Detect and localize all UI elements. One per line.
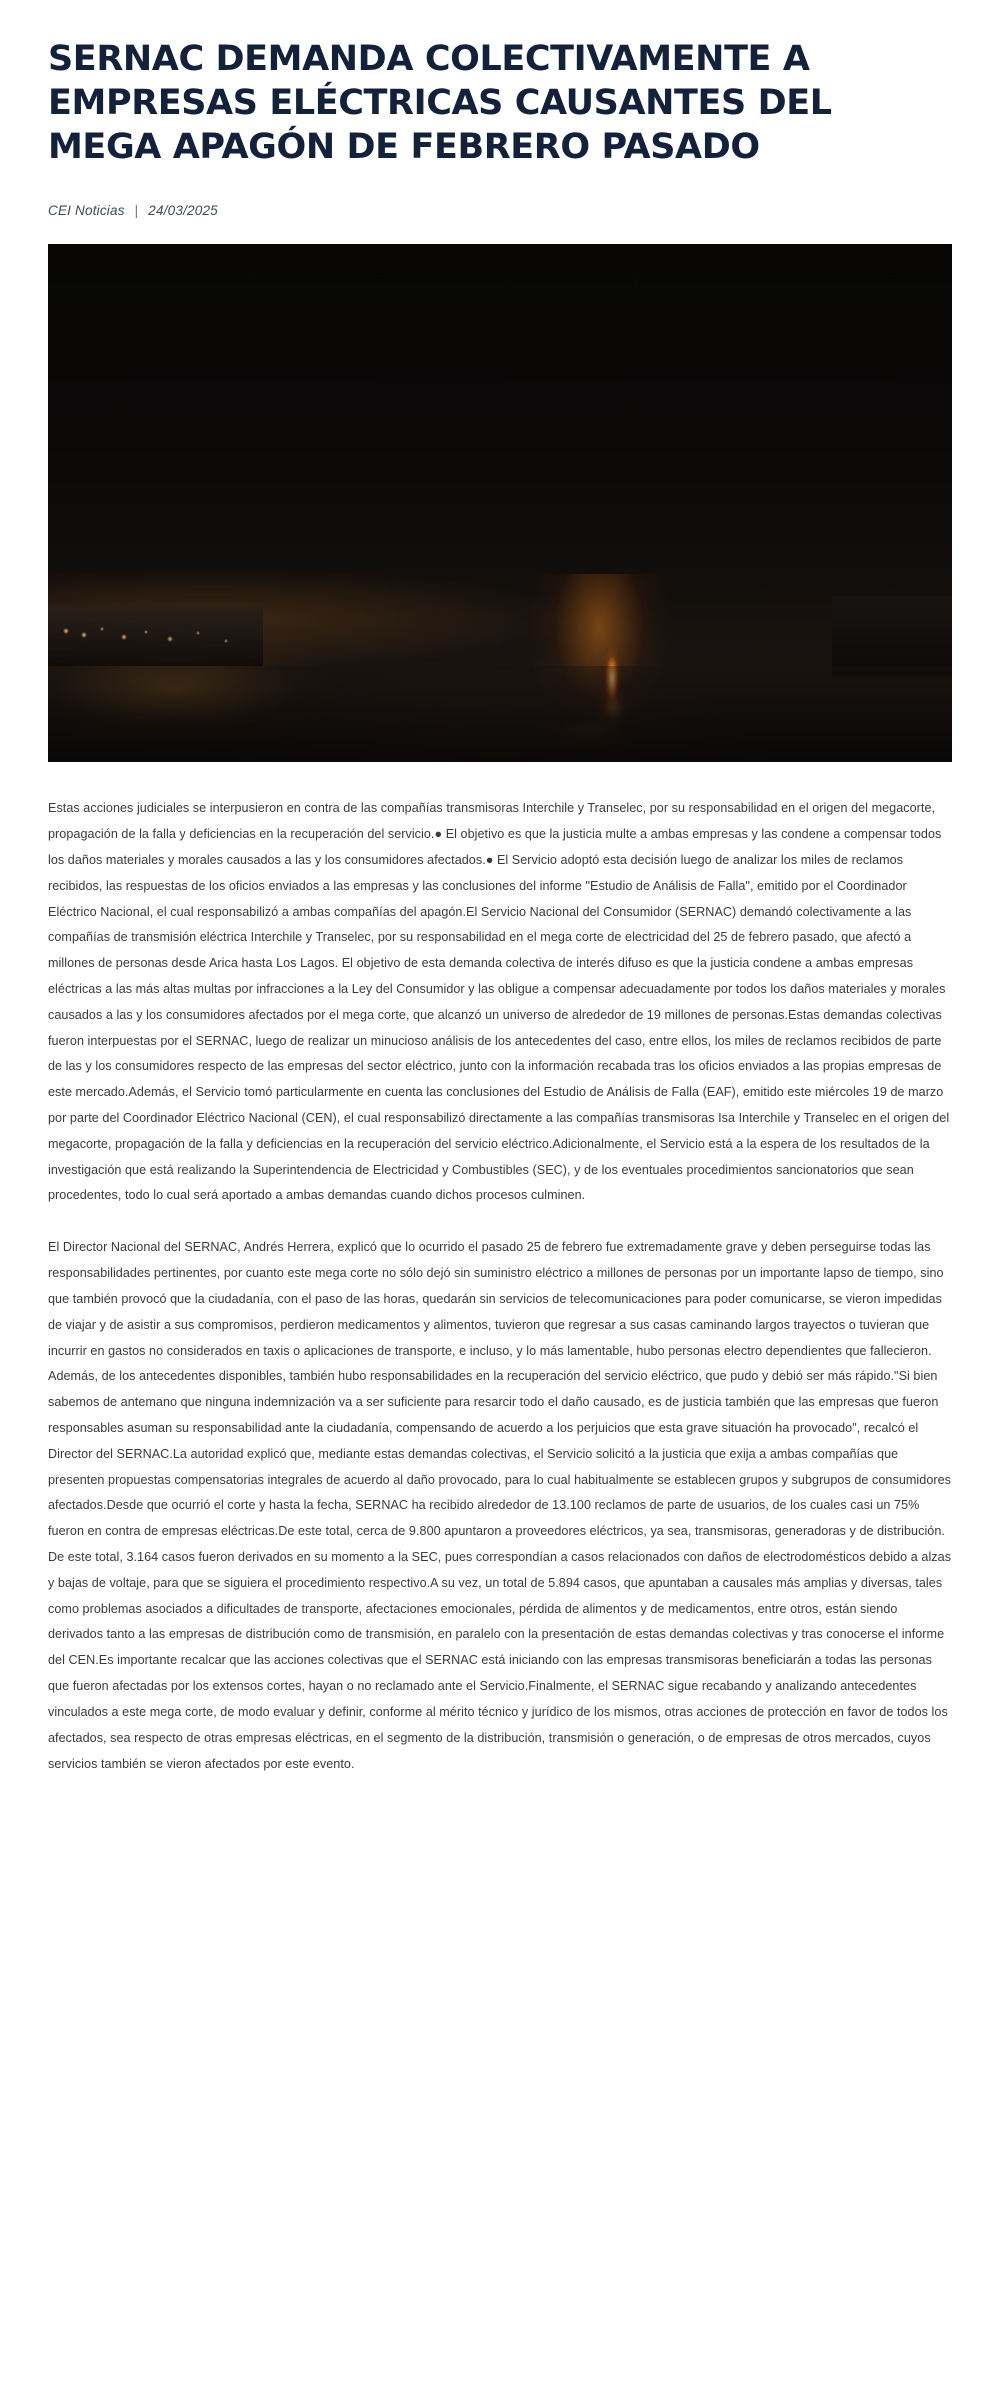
article-paragraph: Estas acciones judiciales se interpusieron en contra de las compañías transmisoras Interchile y Transelec, por su responsabilidad en el origen del megacorte, propagación de la falla y deficiencias en la recuperación del servicio.● El objetivo es que la justicia multe a ambas empresas y las condene a compensar todos los daños materiales y morales causados a las y los consumidores afectados.● El Servicio adoptó esta decisión luego de analizar los miles de reclamos recibidos, las respuestas de los oficios enviados a las empresas y las conclusiones del informe "Estudio de Análisis de Falla", emitido por el Coordinador Eléctrico Nacional, el cual responsabilizó a ambas compañías del apagón.El Servicio Nacional del Consumidor (SERNAC) demandó colectivamente a las compañías de transmisión eléctrica Interchile y Transelec, por su responsabilidad en el mega corte de electricidad del 25 de febrero pasado, que afectó a millones de personas desde Arica hasta Los Lagos. El objetivo de esta demanda colectiva de interés difuso es que la justicia condene a ambas empresas eléctricas a las más altas multas por infracciones a la Ley del Consumidor y las obligue a compensar adecuadamente por todos los daños materiales y morales causados a las y los consumidores afectados por el mega corte, que alcanzó un universo de alrededor de 19 millones de personas.Estas demandas colectivas fueron interpuestas por el SERNAC, luego de realizar un minucioso análisis de los antecedentes del caso, entre ellos, los miles de reclamos recibidos de parte de las y los consumidores respecto de las empresas del sector eléctrico, junto con la información recabada tras los oficios enviados a las propias empresas de este mercado.Además, el Servicio tomó particularmente en cuenta las conclusiones del Estudio de Análisis de Falla (EAF), emitido este miércoles 19 de marzo por parte del Coordinador Eléctrico Nacional (CEN), el cual responsabilizó directamente a las compañías transmisoras Isa Interchile y Transelec en el origen del megacorte, propagación de la falla y deficiencias en la recuperación del servicio eléctrico.Adicionalmente, el Servicio está a la espera de los resultados de la investigación que está realizando la Superintendencia de Electricidad y Combustibles (SEC), y de los eventuales procedimientos sancionatorios que sean procedentes, todo lo cual será aportado a ambas demandas cuando dichos procesos culminen. [48,801,950,1203]
night-sky [48,244,952,574]
article-meta [48,203,952,218]
article-body [48,796,952,1777]
byline: CEI Noticias [48,203,125,219]
meta-separator: | [134,203,139,219]
page-title: SERNAC DEMANDA COLECTIVAMENTE A EMPRESAS ELÉCTRICAS CAUSANTES DEL MEGA APAGÓN DE FEBRERO PASADO [48,39,832,167]
foreground-ground [48,666,952,762]
article-paragraph: El Director Nacional del SERNAC, Andrés Herrera, explicó que lo ocurrido el pasado 25 de febrero fue extremadamente grave y deben perseguirse todas las responsabilidades pertinentes, por cuanto este mega corte no sólo dejó sin suministro eléctrico a millones de personas por un importante lapso de tiempo, sino que también provocó que la ciudadanía, con el paso de las horas, quedarán sin servicios de telecomunicaciones para poder comunicarse, se vieron impedidas de viajar y de asistir a sus compromisos, perdieron medicamentos y alimentos, tuvieron que regresar a sus casas caminando largos trayectos o tuvieran que incurrir en gastos no considerados en taxis o aplicaciones de transporte, e incluso, y lo más lamentable, hubo personas electro dependientes que fallecieron. Además, de los antecedentes disponibles, también hubo responsabilidades en la recuperación del servicio eléctrico, que pudo y debió ser más rápido."Si bien sabemos de antemano que ninguna indemnización va a ser suficiente para resarcir todo el daño causado, es de justicia también que las empresas que fueron responsables asuman su responsabilidad ante la ciudadanía, compensando de acuerdo a los perjuicios que esta grave situación ha provocado", recalcó el Director del SERNAC.La autoridad explicó que, mediante estas demandas colectivas, el Servicio solicitó a la justicia que exija a ambas compañías que presenten propuestas compensatorias integrales de acuerdo al daño provocado, para lo cual habitualmente se establecen grupos y subgrupos de consumidores afectados.Desde que ocurrió el corte y hasta la fecha, SERNAC ha recibido alrededor de 13.100 reclamos de parte de usuarios, de los cuales casi un 75% fueron en contra de empresas eléctricas.De este total, cerca de 9.800 apuntaron a proveedores eléctricos, ya sea, transmisoras, generadoras y de distribución. De este total, 3.164 casos fueron derivados en su momento a la SEC, pues correspondían a casos relacionados con daños de electrodomésticos debido a alzas y bajas de voltaje, para que se siguiera el procedimiento respectivo.A su vez, un total de 5.894 casos, que apuntaban a causales más amplias y diversas, tales como problemas asociados a dificultades de transporte, afectaciones emocionales, pérdida de alimentos y de medicamentos, entre otros, están siendo derivados tanto a las empresas de distribución como de transmisión, en paralelo con la presentación de estas demandas colectivas y tras conocerse el informe del CEN.Es importante recalcar que las acciones colectivas que el SERNAC está iniciando con las empresas transmisoras beneficiarán a todas las personas que fueron afectadas por los extensos cortes, hayan o no reclamado ante el Servicio.Finalmente, el SERNAC sigue recabando y analizando antecedentes vinculados a este mega corte, de modo evaluar y definir, conforme al mérito técnico y jurídico de los mismos, otras acciones de protección en favor de todos los afectados, sea respecto de otras empresas eléctricas, en el segmento de la distribución, transmisión o generación, o de empresas de otros mercados, cuyos servicios también se vieron afectados por este evento. [48,1240,952,1771]
distant-lights [58,619,248,655]
building-right [832,596,952,676]
publish-date: 24/03/2025 [148,203,218,219]
hero-image [48,244,952,762]
